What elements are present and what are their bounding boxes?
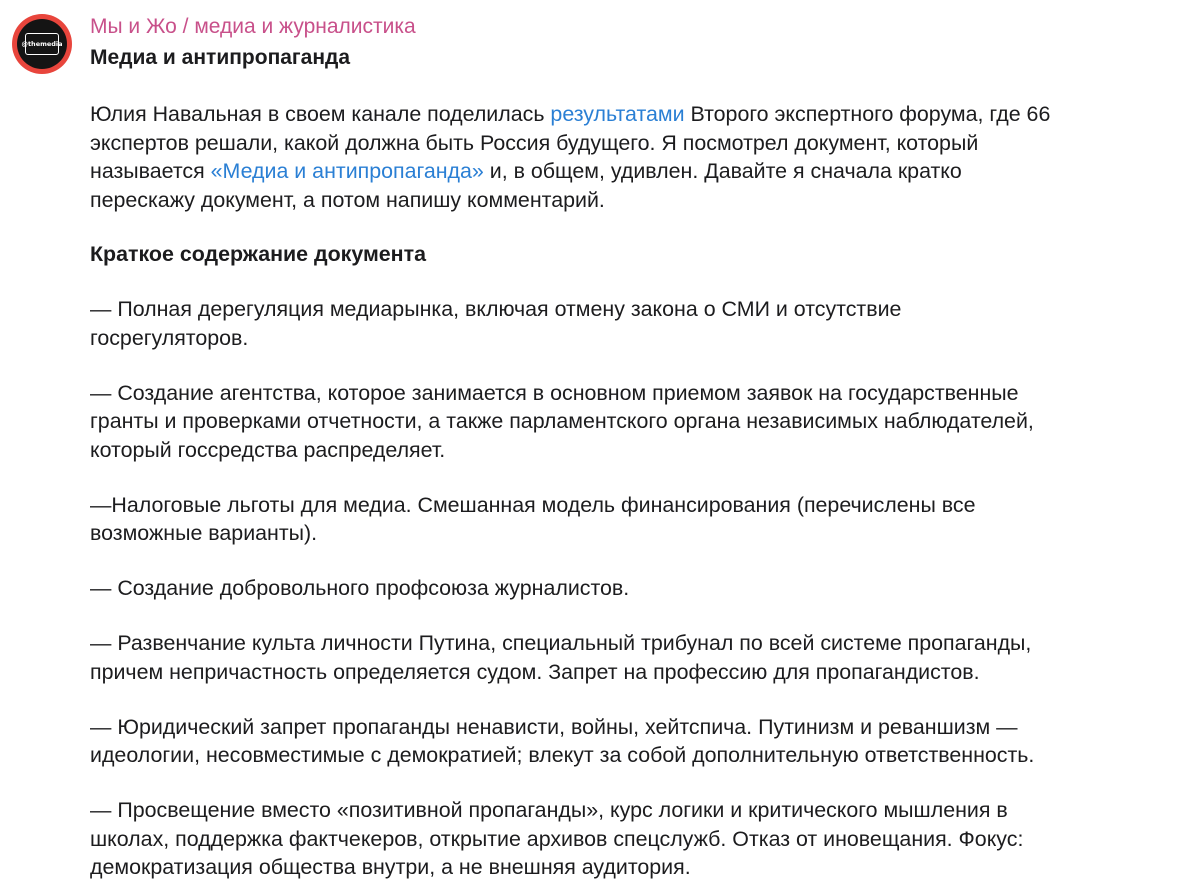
- avatar-inner: [17, 19, 67, 69]
- channel-avatar[interactable]: [12, 14, 72, 74]
- post-title: Медиа и антипропаганда: [90, 46, 351, 69]
- bullet-line: — Юридический запрет пропаганды ненависти, войны, хейтспича. Путинизм и реваншизм —: [90, 714, 1018, 739]
- bullet-line: гранты и проверками отчетности, а также парламентского органа независимых наблюдателей,: [90, 409, 1034, 433]
- bullet-item: [90, 491, 1170, 548]
- bullet-line: демократизация общества внутри, а не внешняя аудитория.: [90, 855, 691, 879]
- intro-paragraph: [90, 100, 1170, 214]
- intro-line: экспертов решали, какой должна быть Россия будущего. Я посмотрел документ, который: [90, 130, 979, 155]
- intro-line: [90, 157, 1170, 186]
- intro-line: перескажу документ, а потом напишу комментарий.: [90, 187, 605, 212]
- bullet-line: идеологии, несовместимые с демократией; влекут за собой дополнительную ответственность.: [90, 743, 1035, 767]
- intro-text: Юлия Навальная в своем канале поделилась: [90, 102, 551, 126]
- bullet-line: — Просвещение вместо «позитивной пропаганды», курс логики и критического мышления в: [90, 798, 1008, 822]
- avatar-label: @themedia: [21, 40, 63, 48]
- bullet-item: [90, 574, 1170, 603]
- bullet-line: — Полная дерегуляция медиарынка, включая отмену закона о СМИ и отсутствие: [90, 297, 902, 321]
- bullet-line: — Создание добровольного профсоюза журналистов.: [90, 576, 630, 600]
- bullet-line: —Налоговые льготы для медиа. Смешанная модель финансирования (перечислены все: [90, 492, 976, 517]
- results-link[interactable]: результатами: [550, 102, 685, 126]
- bullet-line: госрегуляторов.: [90, 325, 249, 350]
- post-message: [90, 12, 1170, 882]
- bullet-item: [90, 796, 1170, 882]
- intro-line: [90, 100, 1170, 129]
- bullet-item: [90, 713, 1170, 770]
- bullet-item: [90, 295, 1170, 352]
- document-link[interactable]: «Медиа и антипропаганда»: [210, 159, 484, 183]
- intro-text: называется: [90, 159, 211, 183]
- bullet-line: возможные варианты).: [90, 521, 318, 545]
- avatar-frame: [21, 33, 63, 55]
- bullet-item: [90, 379, 1170, 465]
- bullet-line: который госсредства распределяет.: [90, 437, 446, 462]
- bullet-list: [90, 295, 1170, 882]
- bullet-item: [90, 629, 1170, 686]
- summary-heading: Краткое содержание документа: [90, 242, 426, 266]
- channel-name[interactable]: Мы и Жо / медиа и журналистика: [90, 15, 416, 38]
- bullet-line: причем непричастность определяется судом. Запрет на профессию для пропагандистов.: [90, 659, 980, 684]
- intro-text: и, в общем, удивлен. Давайте я сначала кратко: [483, 159, 962, 183]
- intro-text: Второго экспертного форума, где 66: [684, 102, 1051, 126]
- bullet-line: школах, поддержка фактчекеров, открытие архивов спецслужб. Отказ от иновещания. Фокус:: [90, 826, 1024, 851]
- bullet-line: — Развенчание культа личности Путина, специальный трибунал по всей системе пропаганды,: [90, 631, 1032, 655]
- bullet-line: — Создание агентства, которое занимается в основном приемом заявок на государственные: [90, 380, 1019, 405]
